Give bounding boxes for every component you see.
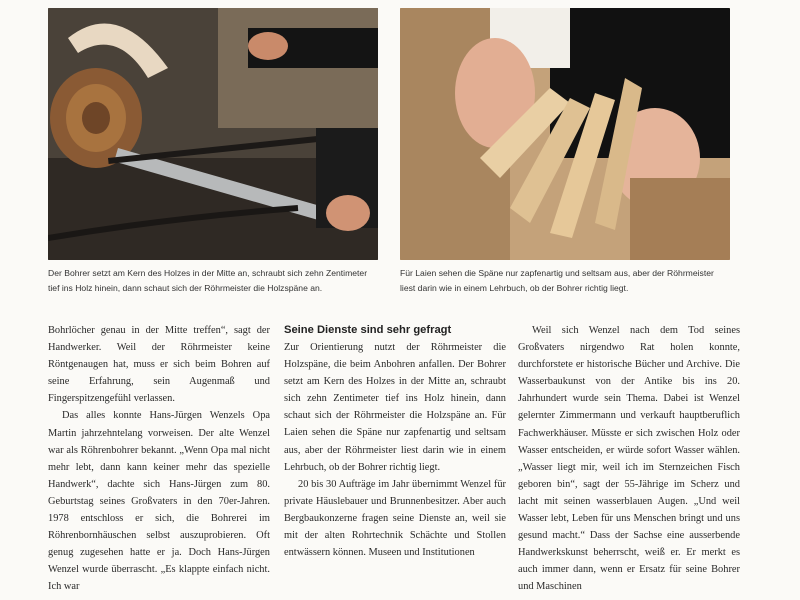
paragraph: Zur Orientierung nutzt der Röhrmeister die Holzspäne, die beim Anbohren anfallen. Der Bohrer setzt am Kern des Holzes in der Mitte an, schraubt sich zehn Zentimeter tief ins Holz hinein, dann schaut sich der Röhrmeister die Holzspäne an. Für Laien sehen die Späne nur zapfenartig und seltsam aus, aber der Röhrmeister liest darin wie in einem Lehrbuch, ob der Bohrer richtig liegt. (284, 342, 506, 473)
paragraph: Das alles konnte Hans-Jürgen Wenzels Opa Martin jahrzehntelang vorweisen. Der alte Wenzel war als Röhrenbohrer bekannt. „Wenn Opa mal nicht mehr lebt, dann kann keiner mehr das spezielle Handwerk“, dachte sich Hans-Jürgen zum 80. Geburtstag seines Großvaters in den 70er-Jahren. 1978 entschloss er sich, die Bohrerei im Röhrenbornhäuschen selbst auszuprobieren. Oft genug zugesehen hatte er ja. Doch Hans-Jürgen Wenzel wurde überrascht. „Es klappte einfach nicht. Ich war (48, 410, 270, 593)
photo-wood-shavings-graphic (400, 8, 730, 260)
paragraph: Bohrlöcher genau in der Mitte treffen“, sagt der Handwerker. Weil der Röhrmeister keine Röntgenaugen hat, muss er sich beim Bohren auf seine Erfahrung, sein Augenmaß und Fingerspitzengefühl verlassen. (48, 325, 270, 405)
photo-caption-left: Der Bohrer setzt am Kern des Holzes in der Mitte an, schraubt sich zehn Zentimeter tief ins Holz hinein, dann schaut sich der Röhrmeister die Holzspäne an. (48, 268, 368, 293)
paragraph: 20 bis 30 Aufträge im Jahr übernimmt Wenzel für private Häuslebauer und Brunnenbesitzer. Aber auch Bergbaukonzerne fragen seine Dienste an, weil sie mit der alten Rohrtechnik Schächte und Stollen entwässern können. Museen und Institutionen (284, 478, 506, 559)
article-column-1 (48, 322, 270, 596)
article-column-3 (518, 322, 740, 596)
paragraph: Weil sich Wenzel nach dem Tod seines Großvaters nirgendwo Rat holen konnte, durchforstete er historische Bücher und Archive. Die Wasserbaukunst von der Antike bis ins 20. Jahrhundert wurde sein Thema. Dabei ist Wenzel gelernter Zimmermann und verkauft hauptberuflich Fachwerkhäuser. Müsste er sich zwischen Holz oder Wasser entscheiden, er würde sofort Wasser wählen. „Wasser liegt mir, weil ich im Sternzeichen Fisch geboren bin“, sagt der 55-Jährige im Scherz und lacht mit seinen wasserblauen Augen. „Und weil Wasser lebt, Leben für uns Menschen bringt und uns gesund macht.“ Dass der Sachse eine ausserbende Handwerkskunst beherrscht, weiß er. Er merkt es auch immer dann, wenn er Ersatz für seine Bohrer und Maschinen (518, 325, 740, 593)
photo-wood-shavings (400, 8, 730, 260)
article-column-2 (284, 322, 506, 561)
photo-drilling-graphic (48, 8, 378, 260)
photo-drilling (48, 8, 378, 260)
section-heading: Seine Dienste sind sehr gefragt (284, 324, 452, 336)
photo-caption-right: Für Laien sehen die Späne nur zapfenartig und seltsam aus, aber der Röhrmeister liest darin wie in einem Lehrbuch, ob der Bohrer richtig liegt. (400, 268, 714, 293)
